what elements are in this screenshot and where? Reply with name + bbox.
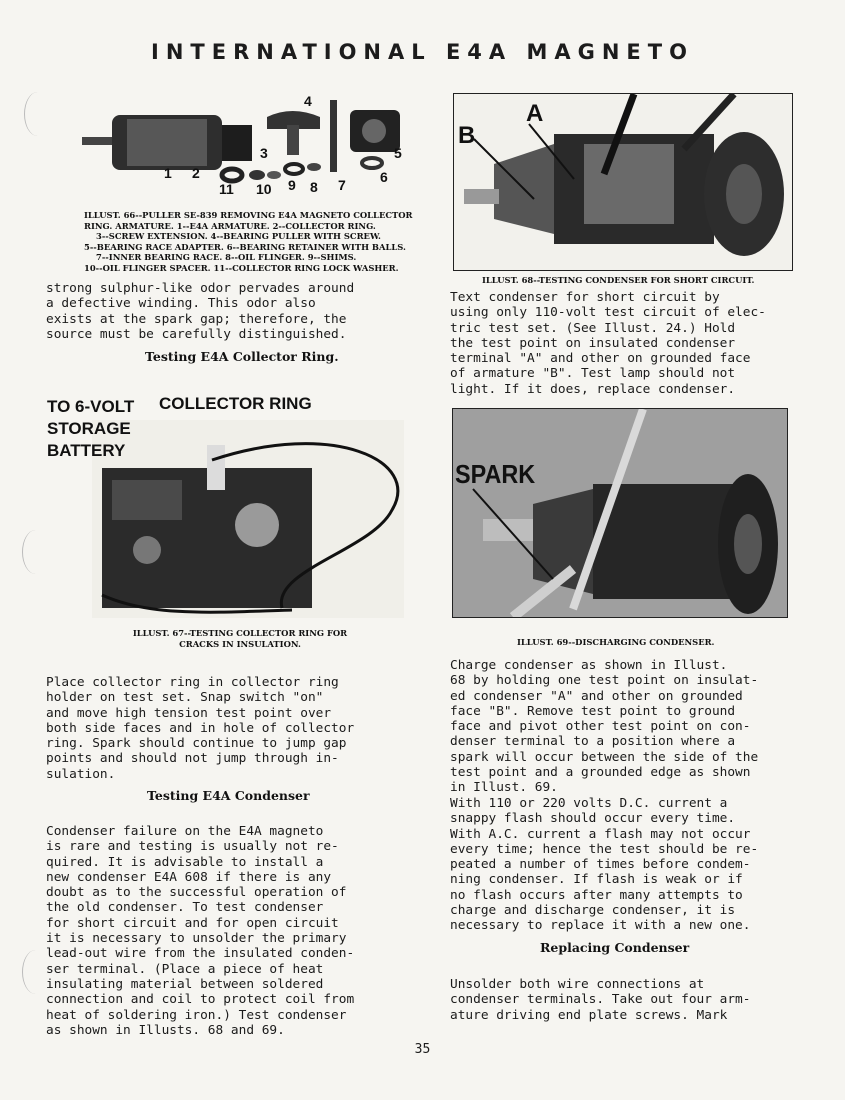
left-paragraph-odor: strong sulphur-like odor pervades around a defective winding. This odor also exists at the spark gap; therefore, the source must be carefully distinguished. [46, 281, 355, 342]
illust-66-caption: ILLUST. 66--PULLER SE-839 REMOVING E4A MAGNETO COLLECTOR RING. ARMATURE. 1--E4A ARMATURE. 2--COLLECTOR RING. 3--SCREW EXTENSION. 4--BEARING PULLER WITH SCREW. 5--BEARING RACE ADAPTER. 6--BEARING RETAINER WITH BALLS. 7--INNER BEARING RACE. 8--OIL FLINGER. 9--SHIMS. 10--OIL FLINGER SPACER. 11--COLLECTOR RING LOCK WASHER. [84, 210, 413, 273]
punch-hole-mark-top [24, 92, 51, 136]
illust-66-image [82, 85, 412, 205]
right-paragraph-short-circuit: Text condenser for short circuit by using only 110-volt test circuit of elec- tric test set. (See Illust. 24.) Hold the test point on insulated condenser terminal "A" and other on grounded face of armature "B". Test lamp should not light. If it does, replace condenser. [450, 290, 766, 397]
label-b: B [458, 122, 476, 149]
label-spark: SPARK [455, 459, 536, 489]
illust-66-part-number: 8 [310, 179, 318, 195]
illust-66-part-number: 4 [304, 93, 312, 109]
illust-66-part-number: 10 [256, 181, 272, 197]
illust-68-caption: ILLUST. 68--TESTING CONDENSER FOR SHORT CIRCUIT. [482, 275, 755, 285]
punch-hole-mark-bottom [22, 950, 49, 994]
heading-testing-collector-ring: Testing E4A Collector Ring. [145, 349, 339, 364]
illust-66-part-number: 11 [219, 181, 234, 197]
illust-66-part-number: 9 [288, 177, 296, 193]
label-a: A [526, 100, 544, 127]
left-paragraph-collector-test: Place collector ring in collector ring holder on test set. Snap switch "on" and move high tension test point over both side faces and in hole of collector ring. Spark should continue to jump gap points and should not jump through in- sulation. [46, 675, 355, 782]
illust-67-caption: ILLUST. 67--TESTING COLLECTOR RING FOR CRACKS IN INSULATION. [132, 628, 348, 649]
battery-label-line: TO 6-VOLT [47, 397, 135, 416]
illust-66-part-number: 3 [260, 145, 268, 161]
illust-66-part-number: 5 [394, 145, 402, 161]
illust-66-part-number: 1 [164, 165, 172, 181]
condenser-discharge-photo [453, 409, 787, 617]
illust-66-part-number: 7 [338, 177, 346, 193]
illust-69-caption: ILLUST. 69--DISCHARGING CONDENSER. [517, 637, 715, 647]
illust-66-part-number: 2 [192, 165, 200, 181]
heading-testing-condenser: Testing E4A Condenser [147, 788, 310, 803]
collector-ring-puller-parts-drawing [82, 85, 412, 205]
collector-ring-test-set-photo [92, 420, 404, 618]
page-title: INTERNATIONAL E4A MAGNETO [151, 40, 694, 64]
left-paragraph-condenser-failure: Condenser failure on the E4A magneto is rare and testing is usually not re- quired. It is advisable to install a new condenser E4A 608 if there is any doubt as to the successful operation of the old condenser. To test condenser for short circuit and for open circuit it is necessary to unsolder the primary lead-out wire from the insulated conden- ser terminal. (Place a piece of heat insulating material between soldered connection and coil to protect coil from heat of soldering iron.) Test condenser as shown in Illusts. 68 and 69. [46, 824, 355, 1038]
condenser-short-circuit-test-photo [454, 94, 792, 270]
illust-69-photo [452, 408, 788, 618]
illust-66-part-number: 6 [380, 169, 388, 185]
battery-label-line: BATTERY [47, 441, 126, 460]
right-paragraph-flash: With 110 or 220 volts D.C. current a snappy flash should occur every time. With A.C. current a flash may not occur every time; hence the test should be re- peated a number of times before condem- ning condenser. If flash is weak or if no flash occurs after many attempts to charge and discharge condenser, it is necessary to replace it with a new one. [450, 796, 759, 934]
battery-label-line: STORAGE [47, 419, 131, 438]
illust-68-photo [453, 93, 793, 271]
heading-replacing-condenser: Replacing Condenser [540, 940, 690, 955]
collector-ring-label: COLLECTOR RING [159, 394, 312, 413]
punch-hole-mark-middle [22, 530, 49, 574]
right-paragraph-charge-condenser: Charge condenser as shown in Illust. 68 by holding one test point on insulat- ed condenser "A" and other on grounded face "B". Remove test point to ground face and pivot other test point on con- denser terminal to a position where a spark will occur between the side of the test point and a grounded edge as shown in Illust. 69. [450, 658, 759, 796]
page-number: 35 [414, 1042, 431, 1057]
right-paragraph-unsolder: Unsolder both wire connections at condenser terminals. Take out four arm- ature driving end plate screws. Mark [450, 977, 751, 1023]
illust-67-photo [92, 420, 404, 618]
